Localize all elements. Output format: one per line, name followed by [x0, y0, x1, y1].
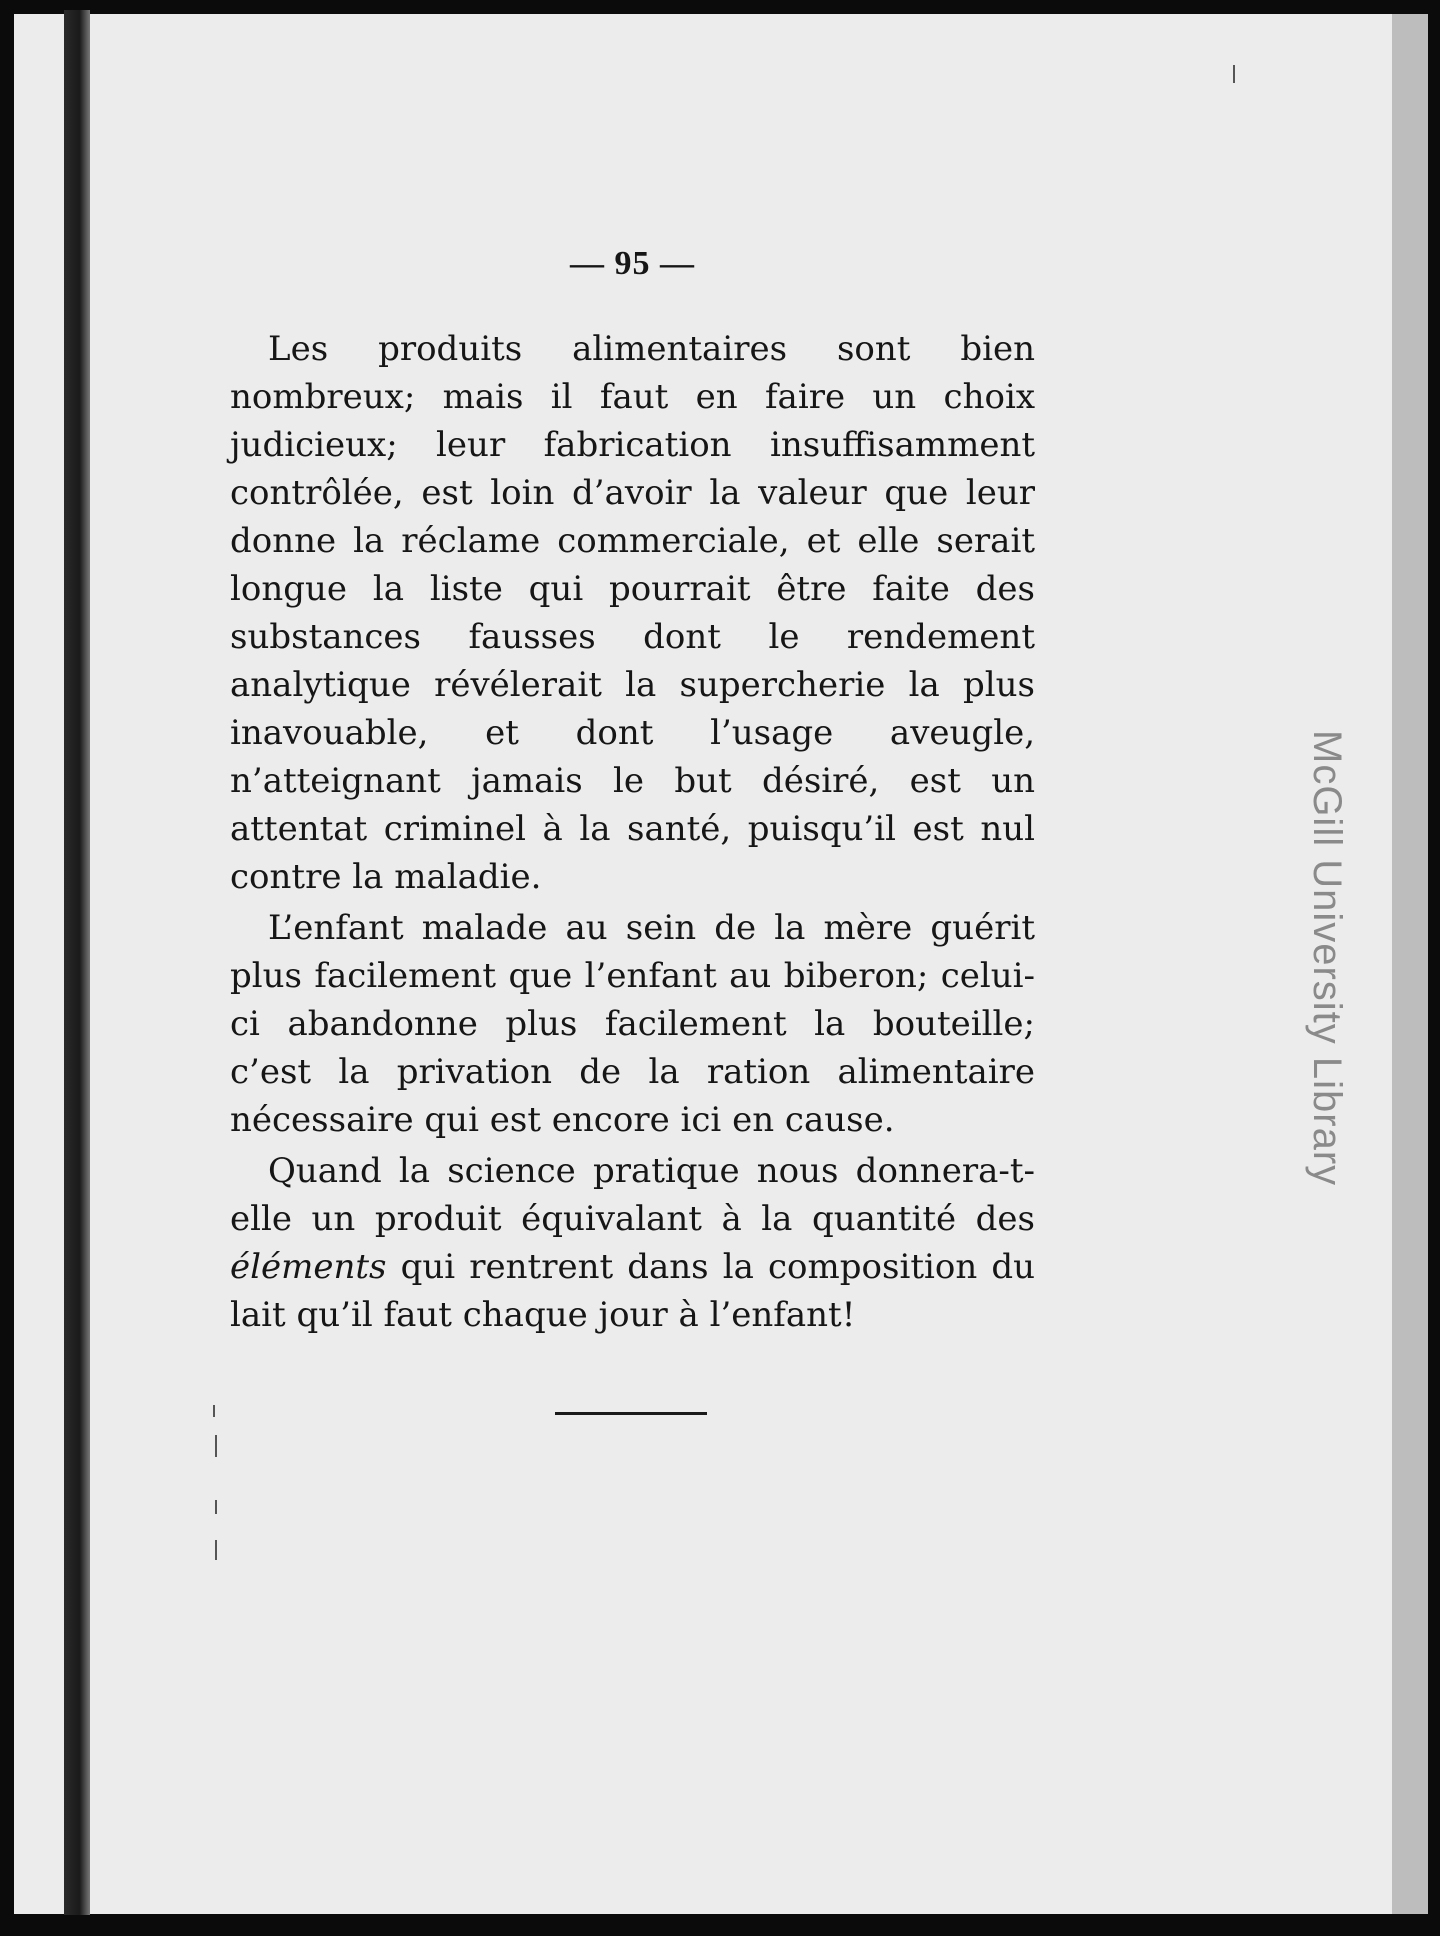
paragraph-3 — [230, 1147, 1035, 1339]
binding-edge — [64, 10, 90, 1915]
page-right-edge — [1392, 14, 1428, 1914]
page-number: — 95 — — [570, 245, 695, 282]
paragraph-2: L’enfant malade au sein de la mère guérit plus facilement que l’enfant au biberon; celui-ci abandonne plus facilement la bouteille; c’est la privation de la ration alimentaire nécessaire qui est encore ici en cause. — [230, 908, 1035, 1140]
end-rule — [555, 1412, 707, 1415]
scan-speck — [215, 1540, 217, 1560]
scan-speck — [215, 1500, 217, 1514]
scan-speck — [1233, 65, 1235, 83]
scan-speck — [215, 1435, 217, 1457]
paragraph-3-text-after: qui rentrent dans la composition du lait qu’il faut chaque jour à l’enfant! — [230, 1247, 1035, 1335]
paragraph-3-italic-word: éléments — [230, 1247, 387, 1287]
scan-speck — [213, 1405, 215, 1417]
library-stamp: McGill University Library — [1305, 730, 1349, 1187]
paragraph-3-text-before: Quand la science pratique nous donnera-t-elle un produit équivalant à la quantité des — [230, 1151, 1035, 1239]
page-text-block — [230, 245, 1035, 1339]
paragraph-1: Les produits alimentaires sont bien nombreux; mais il faut en faire un choix judicieux; leur fabrication insuffisamment contrôlée, est loin d’avoir la valeur que leur donne la réclame commerciale, et elle serait longue la liste qui pourrait être faite des substances fausses dont le rendement analytique révélerait la supercherie la plus inavouable, et dont l’usage aveugle, n’atteignant jamais le but désiré, est un attentat criminel à la santé, puisqu’il est nul contre la maladie. — [230, 329, 1035, 897]
